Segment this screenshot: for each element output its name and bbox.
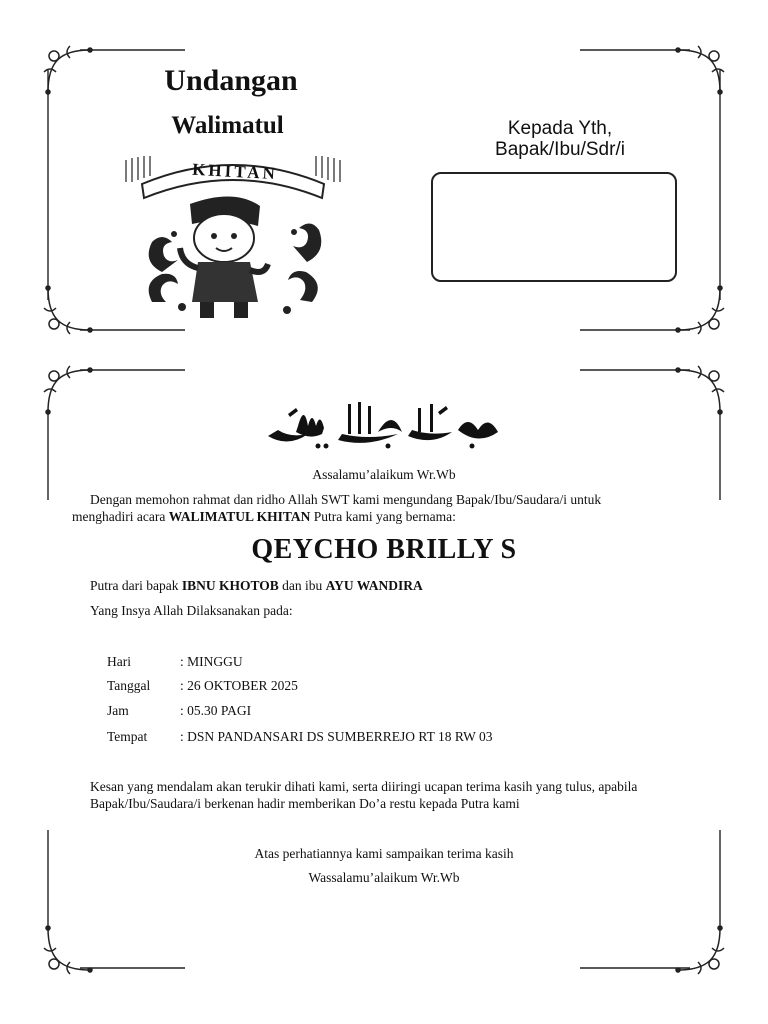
cover-title-undangan: Undangan: [164, 64, 298, 97]
detail-value-hari: : MINGGU: [180, 654, 243, 669]
corner-ornament-icon: [668, 278, 728, 338]
closing-line-2: Bapak/Ibu/Saudara/i berkenan hadir memberikan Do’a restu kepada Putra kami: [90, 796, 520, 811]
parents-pre: Putra dari bapak: [90, 578, 182, 593]
corner-ornament-icon: [40, 918, 100, 978]
corner-ornament-icon: [40, 278, 100, 338]
closing-line-1: Kesan yang mendalam akan terukir dihati kami, serta diiringi ucapan terima kasih yang tulus, apabila: [90, 779, 638, 794]
event-name: WALIMATUL KHITAN: [168, 509, 311, 524]
khitan-banner-text: KHITAN: [191, 159, 279, 184]
salutation-closing: Wassalamu’alaikum Wr.Wb: [308, 870, 460, 885]
detail-label-tanggal: Tanggal: [107, 678, 151, 693]
detail-label-hari: Hari: [107, 654, 131, 669]
corner-ornament-icon: [668, 362, 728, 422]
detail-label-tempat: Tempat: [107, 729, 148, 744]
cover-title-walimatul: Walimatul: [171, 112, 284, 139]
corner-ornament-icon: [668, 918, 728, 978]
detail-value-tanggal: : 26 OKTOBER 2025: [180, 678, 298, 693]
father-name: IBNU KHOTOB: [181, 578, 279, 593]
mother-name: AYU WANDIRA: [325, 578, 423, 593]
intro-line-2: [72, 508, 712, 525]
thanks-line: Atas perhatiannya kami sampaikan terima kasih: [254, 846, 514, 861]
detail-label-jam: Jam: [107, 703, 129, 718]
corner-ornament-icon: [40, 362, 100, 422]
corner-ornament-icon: [668, 42, 728, 102]
intro-line-2-pre: menghadiri acara: [72, 509, 169, 524]
detail-value-tempat: : DSN PANDANSARI DS SUMBERREJO RT 18 RW 03: [180, 729, 493, 744]
bismillah-calligraphy-icon: [258, 396, 512, 452]
schedule-intro: Yang Insya Allah Dilaksanakan pada:: [90, 603, 293, 618]
parents-line: [90, 577, 710, 594]
recipient-address-box: [431, 172, 677, 282]
recipient-heading: [440, 118, 680, 160]
salutation-opening: Assalamu’alaikum Wr.Wb: [312, 467, 456, 482]
cover-frame: [0, 0, 768, 340]
detail-value-jam: : 05.30 PAGI: [180, 703, 252, 718]
recipient-line-1: Kepada Yth,: [507, 118, 613, 139]
intro-line-2-post: Putra kami yang bernama:: [310, 509, 456, 524]
child-name: QEYCHO BRILLY S: [251, 534, 517, 565]
intro-line-1: Dengan memohon rahmat dan ridho Allah SWT kami mengundang Bapak/Ibu/Saudara/i untuk: [90, 492, 602, 507]
parents-mid: dan ibu: [278, 578, 326, 593]
recipient-line-2: Bapak/Ibu/Sdr/i: [495, 139, 625, 160]
